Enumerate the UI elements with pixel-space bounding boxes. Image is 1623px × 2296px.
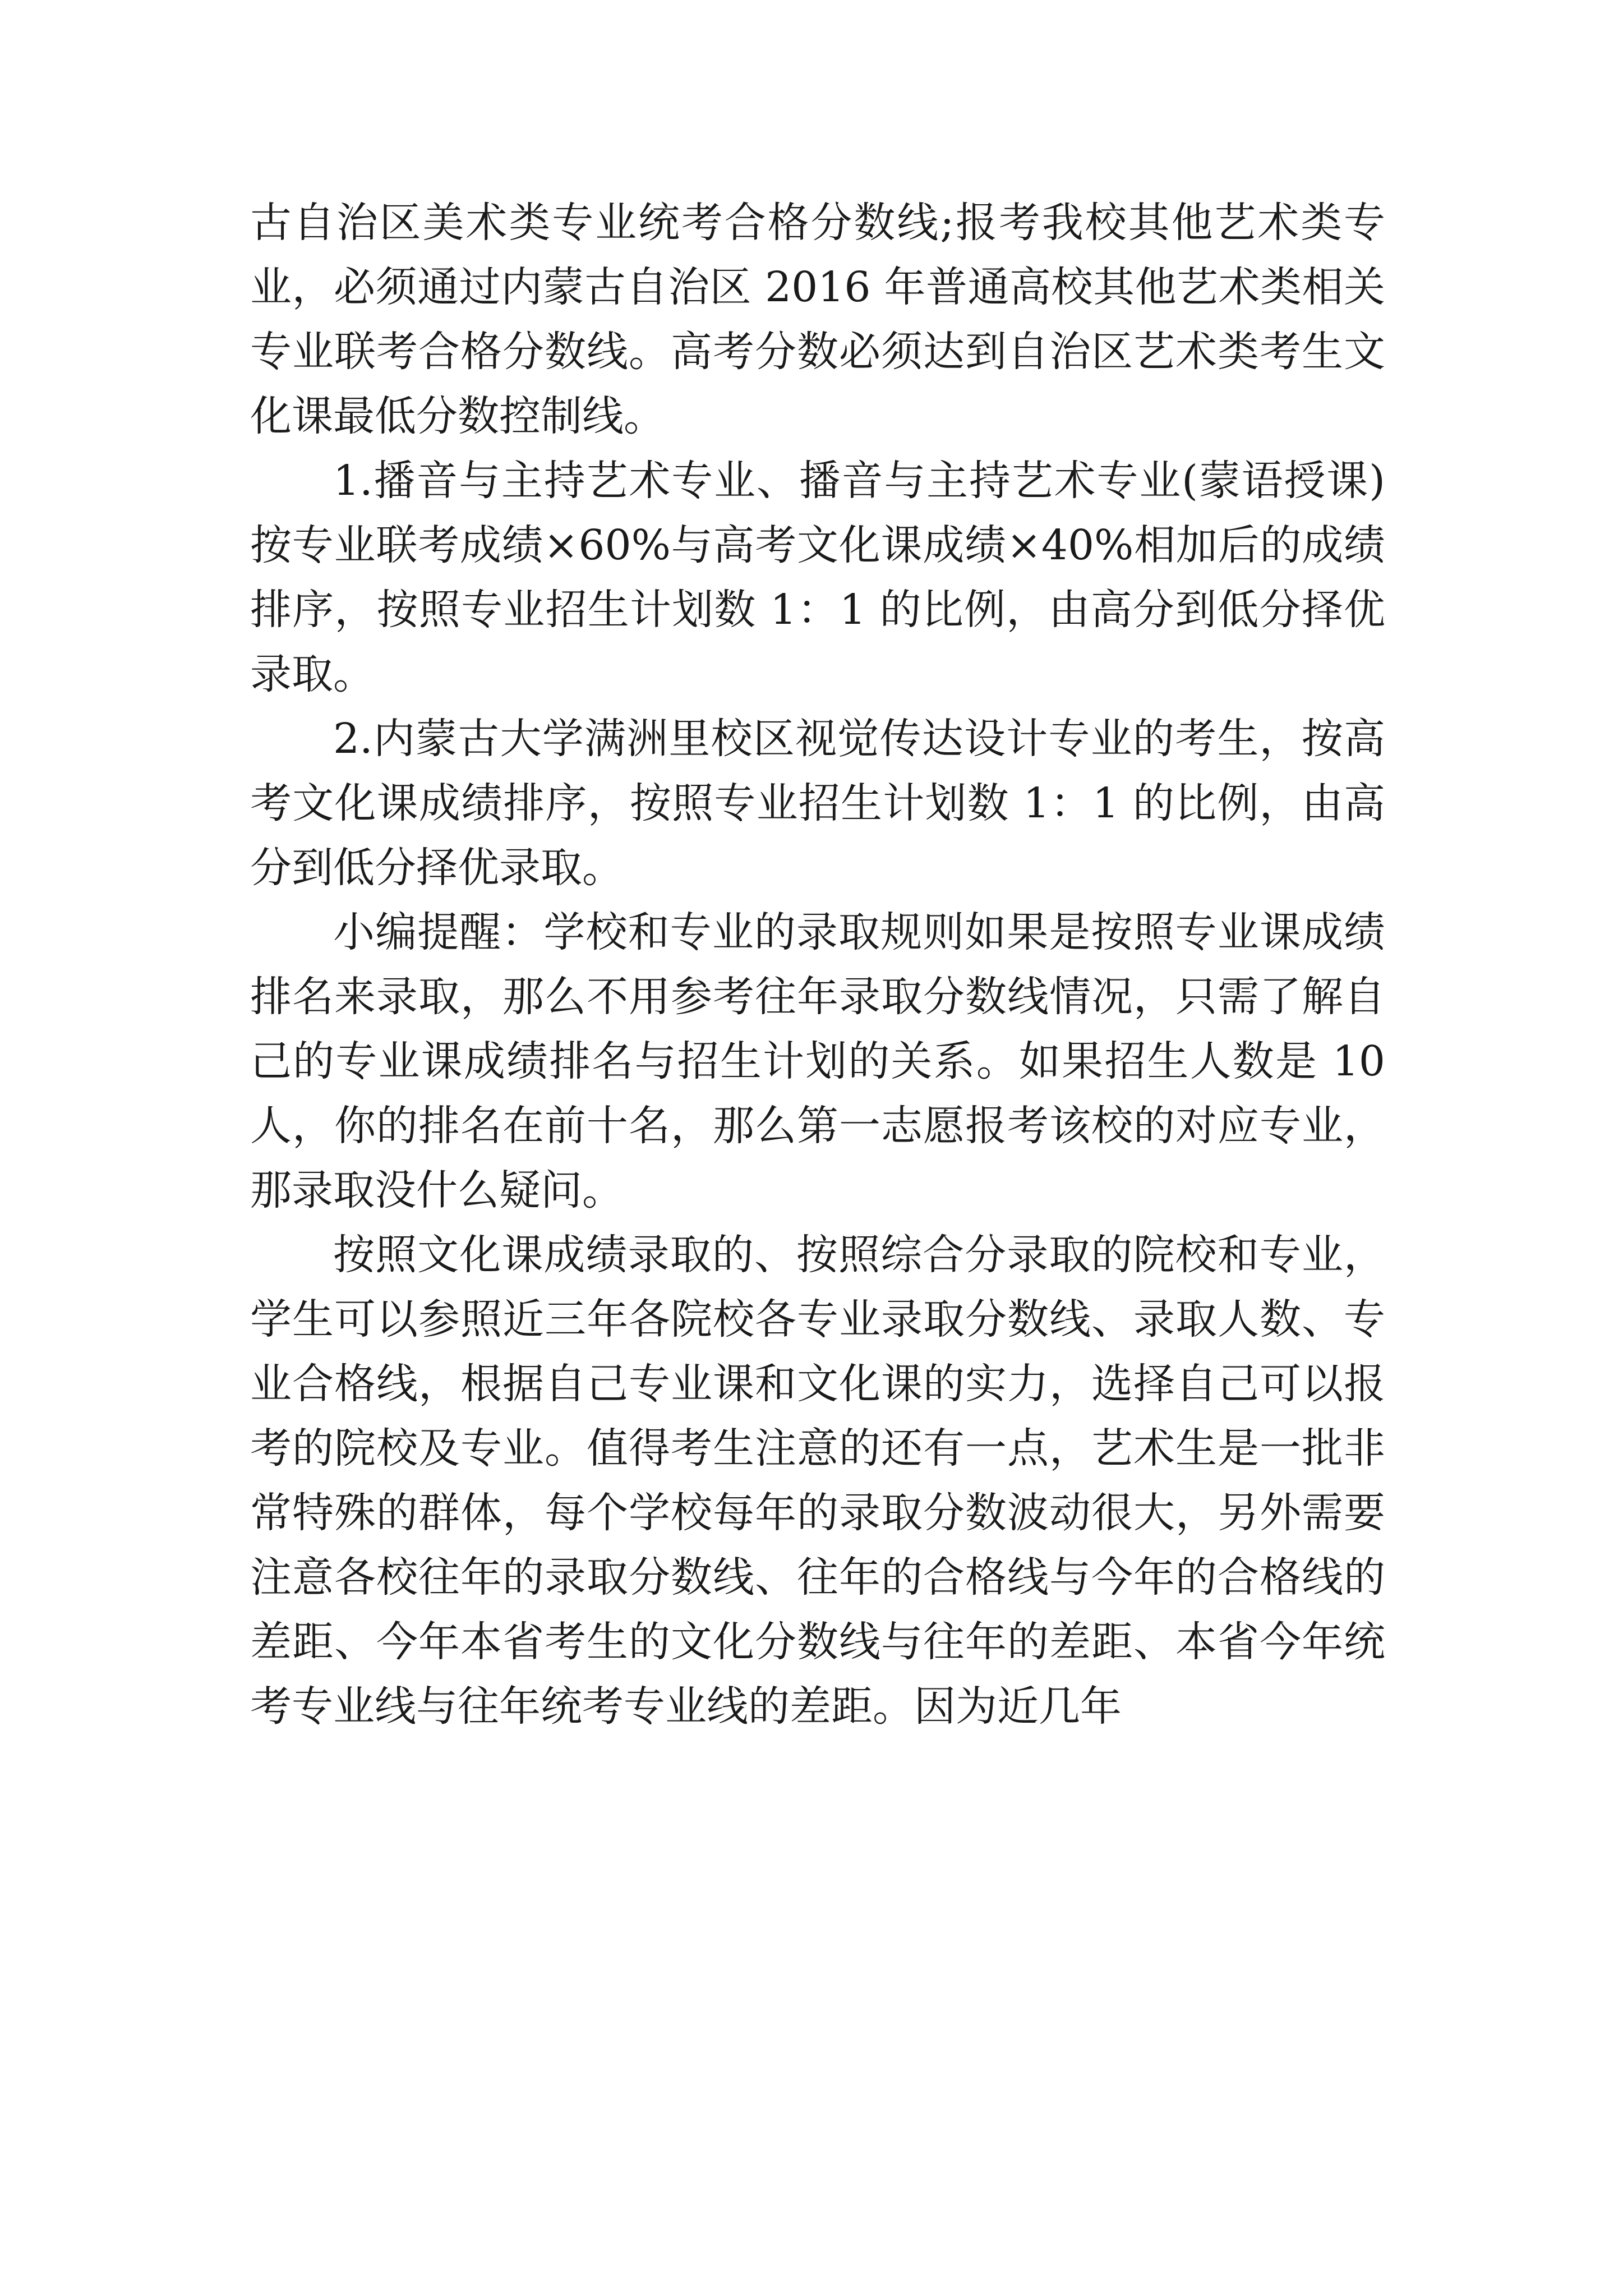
- paragraph-editor-reminder: 小编提醒：学校和专业的录取规则如果是按照专业课成绩排名来录取，那么不用参考往年录取分数线情况，只需了解自己的专业课成绩排名与招生计划的关系。如果招生人数是 10 人，你的排名在前十名，那么第一志愿报考该校的对应专业，那录取没什么疑问。: [250, 908, 1385, 1214]
- paragraph-rule-visual-design: 2.内蒙古大学满洲里校区视觉传达设计专业的考生，按高考文化课成绩排序，按照专业招生计划数 1：1 的比例，由高分到低分择优录取。: [250, 715, 1385, 892]
- document-page: [250, 191, 1385, 1739]
- paragraph-rule-broadcasting: 1.播音与主持艺术专业、播音与主持艺术专业(蒙语授课)按专业联考成绩×60%与高考文化课成绩×40%相加后的成绩排序，按照专业招生计划数 1：1 的比例，由高分到低分择优录取。: [250, 457, 1385, 698]
- paragraph-admission-advice: 按照文化课成绩录取的、按照综合分录取的院校和专业，学生可以参照近三年各院校各专业录取分数线、录取人数、专业合格线，根据自己专业课和文化课的实力，选择自己可以报考的院校及专业。值得考生注意的还有一点，艺术生是一批非常特殊的群体，每个学校每年的录取分数波动很大，另外需要注意各校往年的录取分数线、往年的合格线与今年的合格线的差距、今年本省考生的文化分数线与往年的差距、本省今年统考专业线与往年统考专业线的差距。因为近几年: [250, 1231, 1385, 1731]
- paragraph-admission-requirements: 古自治区美术类专业统考合格分数线;报考我校其他艺术类专业，必须通过内蒙古自治区 2016 年普通高校其他艺术类相关专业联考合格分数线。高考分数必须达到自治区艺术类考生文化课最低分数控制线。: [250, 199, 1385, 440]
